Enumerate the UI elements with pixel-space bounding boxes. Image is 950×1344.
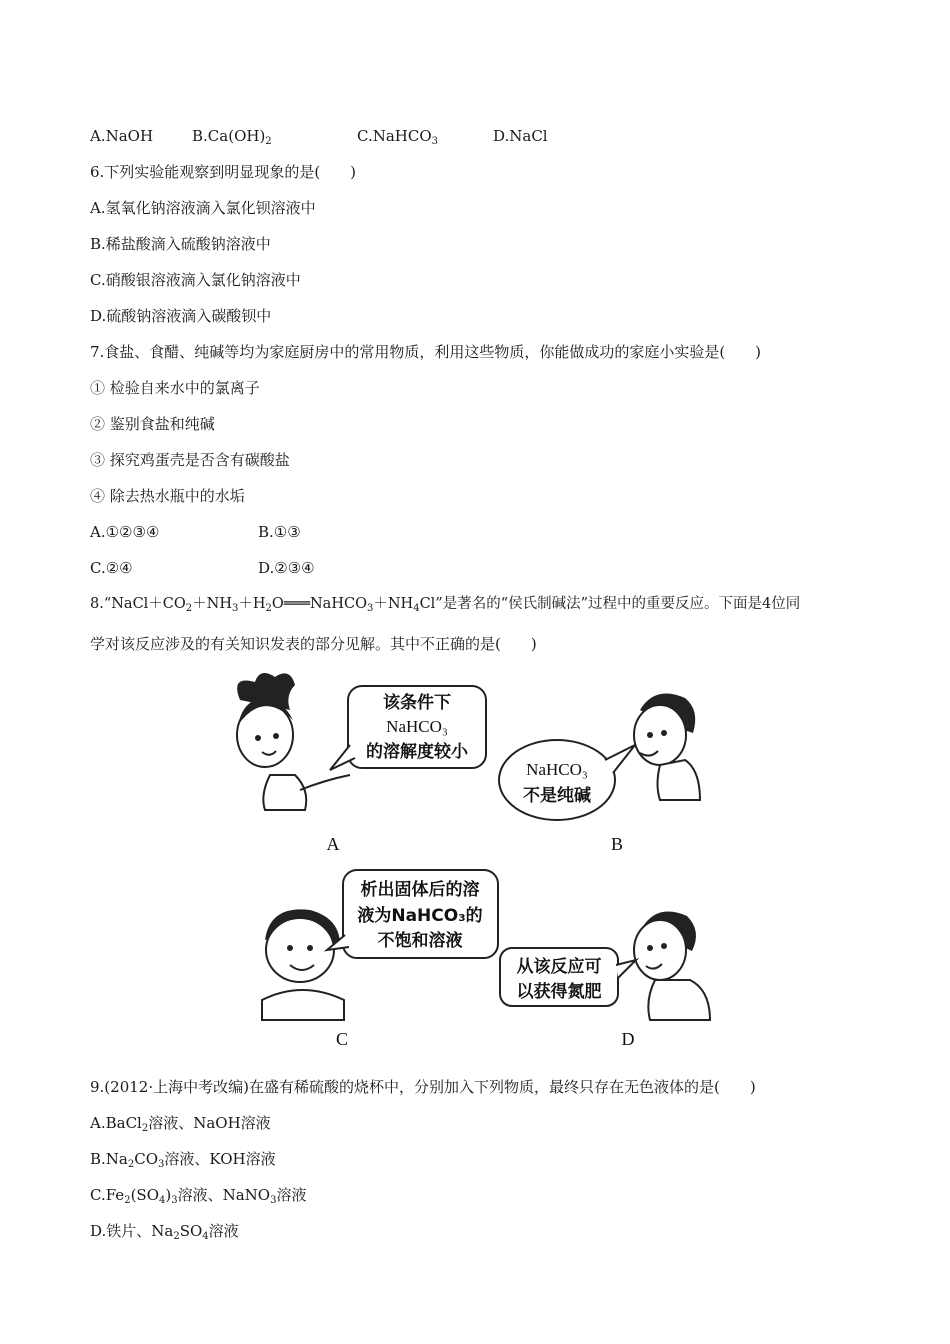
bubble-a-line-2: NaHCO₃ — [386, 717, 448, 736]
q8-stem-line-2: 学对该反应涉及的有关知识发表的部分见解。其中不正确的是( ) — [90, 635, 537, 653]
bubble-b-line-1: NaHCO₃ — [526, 760, 588, 779]
bubble-d-line-2: 以获得氮肥 — [516, 982, 602, 1002]
bubble-b — [499, 740, 615, 820]
label-c: C — [335, 1029, 349, 1049]
student-d-illustration — [634, 912, 710, 1020]
q9-b-sub: 2 — [127, 1159, 135, 1170]
q9-d-text: 溶液 — [208, 1222, 239, 1240]
q9-a-sub: 2 — [141, 1123, 149, 1134]
q8-text: 8.“NaCl＋CO — [90, 596, 186, 612]
q5-option-b-text: B.Ca(OH) — [192, 127, 266, 145]
label-d: D — [621, 1029, 635, 1049]
q9-option-c — [90, 1185, 307, 1205]
bubble-c-line-3: 不饱和溶液 — [377, 931, 463, 951]
student-a-illustration — [237, 673, 350, 810]
label-b: B — [610, 834, 624, 854]
q9-b-text: 溶液、KOH溶液 — [164, 1150, 276, 1168]
bubble-d-line-1: 从该反应可 — [516, 957, 602, 977]
q5-option-c-sub: 3 — [431, 136, 439, 147]
bubble-b-line-2: 不是纯碱 — [523, 786, 591, 806]
q6-option-d: D.硫酸钠溶液滴入碳酸钡中 — [90, 307, 272, 325]
q8-sub: 3 — [232, 603, 239, 614]
bubble-a-line-1: 该条件下 — [383, 693, 451, 713]
q9-d-text: D.铁片、Na — [90, 1222, 174, 1240]
q9-c-text: 溶液、NaNO — [177, 1186, 271, 1204]
q7-option-b: B.①③ — [258, 523, 301, 541]
q9-b-text: CO — [134, 1150, 159, 1168]
q9-d-sub: 2 — [173, 1231, 180, 1242]
q6-stem: 6.下列实验能观察到明显现象的是( ) — [90, 163, 357, 181]
q5-option-c-text: C.NaHCO — [357, 127, 432, 145]
q6-option-b: B.稀盐酸滴入硫酸钠溶液中 — [90, 235, 271, 253]
q6-option-a: A.氢氧化钠溶液滴入氯化钡溶液中 — [90, 199, 316, 217]
student-b-illustration — [634, 694, 700, 800]
q7-option-a: A.①②③④ — [90, 523, 160, 541]
q9-option-d — [90, 1221, 239, 1241]
q7-option-d: D.②③④ — [258, 559, 315, 577]
q9-c-sub: 4 — [159, 1195, 166, 1206]
q8-text: ＋H — [238, 596, 266, 612]
q5-option-b-sub: 2 — [265, 136, 272, 147]
q9-a-text: 溶液、NaOH溶液 — [148, 1114, 271, 1132]
q5-option-a: A.NaOH — [90, 127, 154, 145]
q9-c-sub: 3 — [171, 1195, 178, 1206]
student-c-illustration — [262, 909, 344, 1020]
q8-text: ＋NH — [192, 596, 233, 612]
q9-b-text: B.Na — [90, 1150, 128, 1168]
q7-option-c: C.②④ — [90, 559, 133, 577]
q8-sub: 2 — [185, 603, 193, 614]
bubble-c-line-2: 液为NaHCO₃的 — [357, 906, 483, 926]
q9-stem: 9.(2012·上海中考改编)在盛有稀硫酸的烧杯中，分别加入下列物质，最终只存在无色液体的是( ) — [90, 1078, 756, 1096]
q8-text: O═══NaHCO — [271, 596, 367, 612]
q9-c-text: (SO — [130, 1186, 159, 1204]
q9-a-text: A.BaCl — [90, 1114, 142, 1132]
q8-sub: 3 — [366, 603, 374, 614]
q5-option-d: D.NaCl — [493, 127, 548, 145]
q9-d-sub: 4 — [202, 1231, 209, 1242]
label-a: A — [326, 834, 340, 854]
q6-option-c: C.硝酸银溶液滴入氯化钠溶液中 — [90, 271, 301, 289]
q9-c-text: ) — [165, 1186, 172, 1204]
q9-option-b — [90, 1149, 276, 1169]
q9-option-a — [90, 1113, 271, 1133]
q8-sub: 2 — [265, 603, 272, 614]
q9-b-sub: 3 — [158, 1159, 165, 1170]
bubble-c-line-1: 析出固体后的溶 — [360, 880, 480, 900]
q8-text: ＋NH — [373, 596, 414, 612]
q7-item-3: ③ 探究鸡蛋壳是否含有碳酸盐 — [90, 451, 290, 469]
q7-item-2: ② 鉴别食盐和纯碱 — [90, 415, 215, 433]
q9-c-sub: 3 — [270, 1195, 277, 1206]
q9-c-sub: 2 — [124, 1195, 131, 1206]
q7-item-1: ① 检验自来水中的氯离子 — [90, 379, 260, 397]
q8-text: Cl”是著名的“侯氏制碱法”过程中的重要反应。下面是4位同 — [419, 596, 801, 612]
q8-sub: 4 — [413, 603, 420, 614]
q9-c-text: 溶液 — [276, 1186, 307, 1204]
q9-d-text: SO — [179, 1222, 203, 1240]
q7-stem: 7.食盐、食醋、纯碱等均为家庭厨房中的常用物质，利用这些物质，你能做成功的家庭小实验是( ) — [90, 343, 762, 361]
bubble-a-line-3: 的溶解度较小 — [366, 742, 468, 762]
q7-item-4: ④ 除去热水瓶中的水垢 — [90, 487, 245, 505]
q9-c-text: C.Fe — [90, 1186, 125, 1204]
